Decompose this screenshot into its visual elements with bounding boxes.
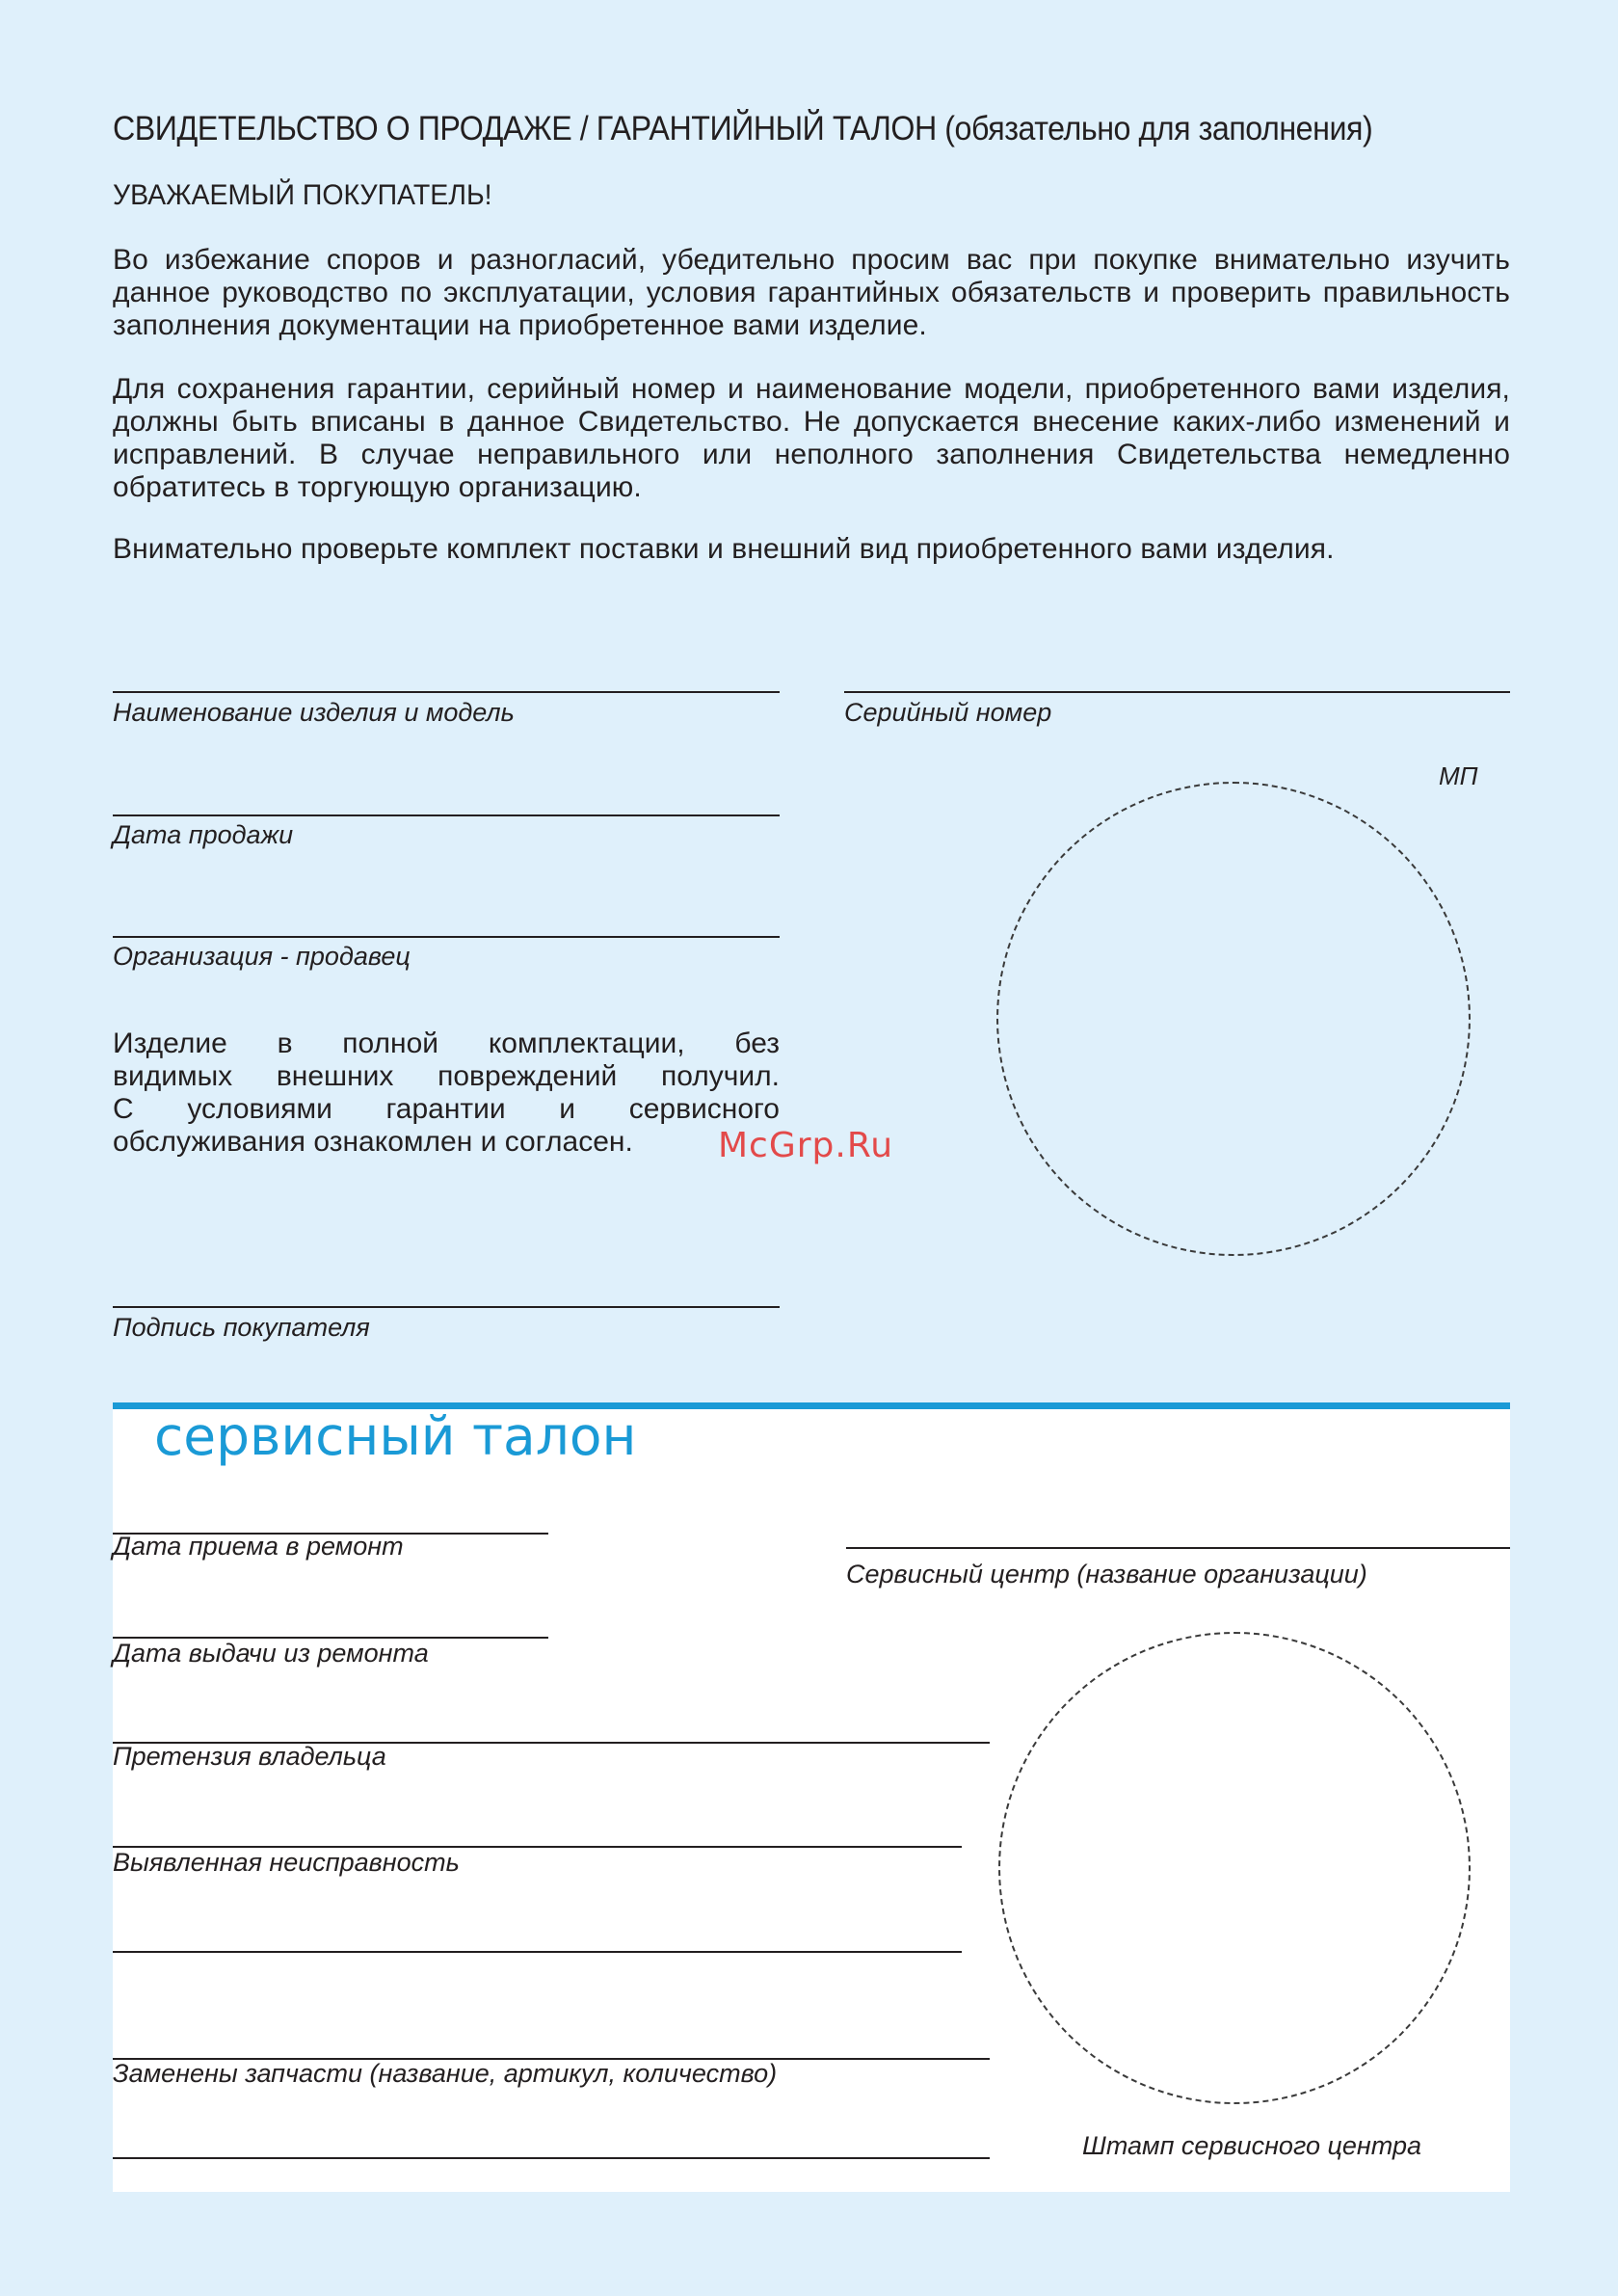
greeting: УВАЖАЕМЫЙ ПОКУПАТЕЛЬ! <box>113 179 492 211</box>
intro-paragraph-1: Во избежание споров и разногласий, убедительно просим вас при покупке внимательно изучить данное руководство по эксплуатации, условия гарантийных обязательств и проверить правильность заполнения документации на приобретенное вами изделие. <box>113 244 1510 341</box>
sale-stamp-circle <box>996 782 1471 1256</box>
intro-paragraph-2: Для сохранения гарантии, серийный номер и наименование модели, приобретенного вами изделия, должны быть вписаны в данное Свидетельство. Не допускается внесение каких-либо изменений и исправлений. В случае неправильного или неполного заполнения Свидетельства немедленно обратитесь в торгующую организацию. <box>113 373 1510 503</box>
page-title: СВИДЕТЕЛЬСТВО О ПРОДАЖЕ / ГАРАНТИЙНЫЙ ТАЛОН (обязательно для заполнения) <box>113 110 1373 147</box>
defect-extra-line[interactable] <box>113 1951 962 1953</box>
claim-label: Претензия владельца <box>113 1742 386 1771</box>
stamp-mp-label: МП <box>1439 761 1478 790</box>
returned-date-label: Дата выдачи из ремонта <box>113 1639 429 1668</box>
acceptance-line-4: обслуживания ознакомлен и согласен. <box>113 1126 633 1158</box>
intro-paragraph-3: Внимательно проверьте комплект поставки и внешний вид приобретенного вами изделия. <box>113 533 1335 565</box>
acceptance-line-1: Изделие в полной комплектации, без <box>113 1028 780 1059</box>
defect-label: Выявленная неисправность <box>113 1848 460 1877</box>
service-center-field-line[interactable] <box>846 1547 1510 1549</box>
parts-extra-line[interactable] <box>113 2157 990 2159</box>
acceptance-line-2: видимых внешних повреждений получил. <box>113 1060 780 1092</box>
seller-label: Организация - продавец <box>113 942 411 971</box>
acceptance-line-3: С условиями гарантии и сервисного <box>113 1093 780 1125</box>
service-stamp-circle <box>998 1632 1471 2104</box>
signature-label: Подпись покупателя <box>113 1313 370 1342</box>
service-coupon-title: сервисный талон <box>154 1405 637 1467</box>
sale-date-field-line[interactable] <box>113 814 780 816</box>
serial-label: Серийный номер <box>844 698 1052 727</box>
watermark: McGrp.Ru <box>718 1126 894 1165</box>
serial-field-line[interactable] <box>844 691 1510 693</box>
signature-field-line[interactable] <box>113 1306 780 1308</box>
product-label: Наименование изделия и модель <box>113 698 515 727</box>
sale-date-label: Дата продажи <box>113 820 294 849</box>
acceptance-statement <box>113 1028 780 1159</box>
service-center-label: Сервисный центр (название организации) <box>846 1560 1367 1589</box>
received-date-label: Дата приема в ремонт <box>113 1532 404 1561</box>
service-stamp-label: Штамп сервисного центра <box>1082 2131 1422 2160</box>
seller-field-line[interactable] <box>113 936 780 938</box>
parts-label: Заменены запчасти (название, артикул, количество) <box>113 2059 778 2088</box>
product-field-line[interactable] <box>113 691 780 693</box>
